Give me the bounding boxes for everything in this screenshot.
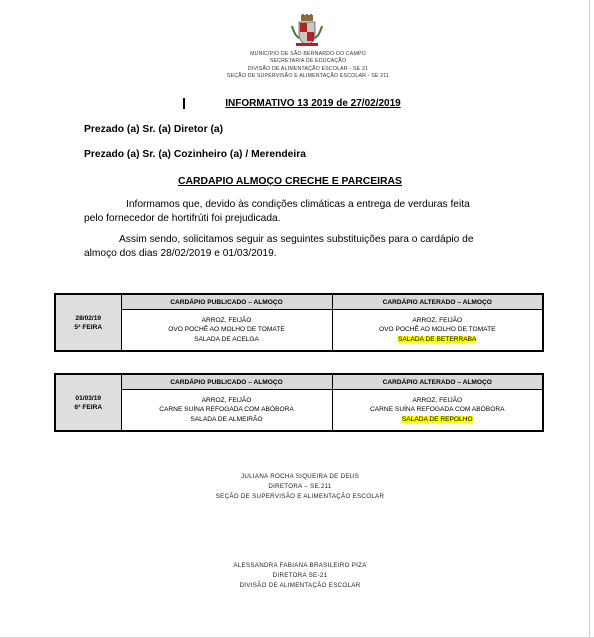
signer-department: DIVISÃO DE ALIMENTAÇÃO ESCOLAR	[239, 582, 361, 590]
column-header-altered: CARDÁPIO ALTERADO – ALMOÇO	[332, 374, 543, 390]
paragraph-line: pelo fornecedor de hortifrúti foi prejudicada.	[84, 213, 281, 224]
text-cursor	[183, 98, 185, 109]
menu-item: CARNE SUÍNA REFOGADA COM ABÓBORA	[159, 406, 294, 414]
menu-item: CARNE SUÍNA REFOGADA COM ABÓBORA	[370, 406, 505, 414]
weekday: 6ª FEIRA	[74, 403, 103, 411]
menu-table-day-2	[54, 373, 544, 432]
greeting-director: Prezado (a) Sr. (a) Diretor (a)	[84, 124, 224, 135]
date: 01/03/19	[75, 394, 102, 402]
menu-item: OVO POCHÊ AO MOLHO DE TOMATE	[378, 326, 496, 334]
weekday: 5ª FEIRA	[74, 323, 103, 331]
date-cell	[55, 294, 121, 351]
column-header-published: CARDÁPIO PUBLICADO – ALMOÇO	[121, 374, 332, 390]
letterhead	[200, 51, 416, 81]
paragraph-line: Informamos que, devido às condições climáticas a entrega de verduras feita	[126, 199, 470, 210]
greeting-cook: Prezado (a) Sr. (a) Cozinheiro (a) / Merendeira	[84, 149, 307, 160]
signature-block-1	[150, 472, 450, 503]
column-header-published: CARDÁPIO PUBLICADO – ALMOÇO	[121, 294, 332, 310]
document-title: INFORMATIVO 13 2019 de 27/02/2019	[225, 98, 401, 109]
letterhead-line: DIVISÃO DE ALIMENTAÇÃO ESCOLAR - SE 21	[247, 65, 369, 72]
signer-name: JULIANA ROCHA SIQUEIRA DE DEUS	[241, 473, 359, 480]
menu-table-day-1	[54, 293, 544, 352]
municipal-coat-of-arms-icon	[290, 14, 324, 48]
paragraph-request	[84, 233, 514, 261]
highlighted-substitution: SALADA DE BETERRABA	[398, 335, 477, 343]
date: 28/02/19	[75, 314, 102, 322]
column-header-altered: CARDÁPIO ALTERADO – ALMOÇO	[332, 294, 543, 310]
altered-menu-cell	[332, 310, 543, 352]
signer-name: ALESSANDRA FABIANA BRASILEIRO PIZA	[233, 562, 367, 569]
signer-department: SEÇÃO DE SUPERVISÃO E ALIMENTAÇÃO ESCOLAR	[215, 493, 385, 501]
menu-item: OVO POCHÊ AO MOLHO DE TOMATE	[168, 326, 285, 334]
menu-item: ARROZ, FEIJÃO	[412, 396, 463, 404]
letterhead-line: SECRETARIA DE EDUCAÇÃO	[269, 58, 347, 65]
paragraph-line: Assim sendo, solicitamos seguir as seguintes substituições para o cardápio de	[119, 234, 474, 245]
paragraph-line: almoço dos dias 28/02/2019 e 01/03/2019.	[84, 248, 277, 259]
letterhead-line: SEÇÃO DE SUPERVISÃO E ALIMENTAÇÃO ESCOLAR - SE 211	[226, 73, 390, 80]
altered-menu-cell	[332, 390, 543, 432]
paragraph-notice	[84, 198, 514, 226]
published-menu-cell	[121, 310, 332, 352]
menu-item: SALADA DE ACELGA	[194, 335, 259, 343]
letterhead-line: MUNICÍPIO DE SÃO BERNARDO DO CAMPO	[250, 51, 366, 57]
page-border-right	[589, 0, 590, 638]
menu-item: ARROZ, FEIJÃO	[201, 316, 252, 324]
section-subtitle: CARDAPIO ALMOÇO CRECHE E PARCEIRAS	[178, 176, 402, 187]
highlighted-substitution: SALADA DE REPOLHO	[401, 415, 473, 423]
signer-role: DIRETORA – SE.211	[268, 483, 332, 491]
date-cell	[55, 374, 121, 431]
published-menu-cell	[121, 390, 332, 432]
menu-item: ARROZ, FEIJÃO	[412, 316, 463, 324]
menu-item: SALADA DE ALMEIRÃO	[190, 415, 263, 423]
signer-role: DIRETORA SE-21	[272, 572, 328, 580]
menu-item: ARROZ, FEIJÃO	[201, 396, 252, 404]
signature-block-2	[150, 561, 450, 592]
